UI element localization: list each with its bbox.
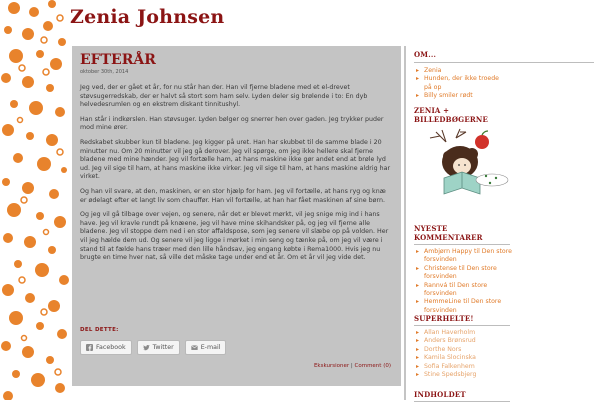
sidebar-heading-about: OM...	[414, 50, 437, 59]
sidebar-link-label: Zenia	[424, 67, 442, 74]
post-paragraph: Og jeg vil gå tilbage over vejen, og senere, når det er blevet mørkt, vil jeg snige mig ind i hans have. Jeg vil kravle rundt på knæene, jeg vil have mine skihandsker på, og jeg vil fjerne alle bladene. Jeg vil stoppe dem ned i en stor affaldspose, som jeg senere vil slæbe op på volden. Her vil jeg hælde dem ud. Og senere vil jeg ligge i mørket i min seng og tænke på, om jeg vil være i stand til at fælde hans træer med den lille håndsav, jeg engang købte i Rema1000. Hvis jeg nu brugte en time hver nat, så ville det måske tage under end et år. Om et år vil jeg vide det.	[80, 211, 389, 262]
comment-connector: til	[449, 281, 456, 289]
bullet-arrow-icon: ▸	[416, 337, 420, 345]
share-email-button[interactable]	[185, 340, 227, 355]
sidebar-section-comments	[414, 224, 594, 315]
sidebar-item-hunden[interactable]	[414, 75, 506, 92]
comment-connector: til	[458, 264, 465, 272]
bullet-arrow-icon: ▸	[416, 362, 420, 370]
bullet-arrow-icon: ▸	[416, 329, 420, 336]
post-paragraph: Han står i indkørslen. Han støvsuger. Lyden bølger og snerrer hen over gaden. Jeg trykker puder mod mine ører.	[80, 115, 384, 132]
sidebar-link-label: Sofia Falkenhem	[424, 362, 475, 370]
bullet-arrow-icon: ▸	[416, 371, 420, 379]
sidebar-section-superhelte	[414, 314, 594, 379]
sidebar-heading-books: ZENIA + BILLEDBØGERNE	[414, 106, 489, 124]
bullet-arrow-icon: ▸	[416, 345, 420, 353]
sidebar-item-superhelt[interactable]	[414, 346, 594, 354]
sidebar-item-superhelt[interactable]	[414, 354, 594, 362]
sidebar-separator	[414, 244, 510, 245]
sidebar-link-label: Dorthe Nors	[424, 345, 462, 353]
share-email-label: E-mail	[200, 344, 221, 351]
share-twitter-label: Twitter	[152, 344, 174, 351]
decorative-circles-border	[0, 0, 72, 400]
sidebar-link-label: Hunden, der ikke troede på op	[424, 75, 499, 91]
sidebar-separator	[414, 325, 510, 326]
sidebar-item-superhelt[interactable]	[414, 329, 594, 337]
post-date: oktober 30th, 2014	[80, 69, 129, 75]
post-comments-link[interactable]: Comment (0)	[354, 363, 391, 369]
sidebar-link-label: Billy smiler rødt	[424, 92, 473, 100]
comment-author-link[interactable]: Rannvá	[424, 281, 448, 289]
sidebar-link-label: Stine Spedsbjerg	[424, 371, 477, 379]
bullet-arrow-icon: ▸	[416, 298, 420, 306]
sidebar-item-billy[interactable]	[414, 92, 506, 100]
share-buttons	[80, 340, 226, 355]
comment-item	[414, 298, 512, 315]
sidebar-section-books	[414, 106, 594, 124]
sidebar-item-superhelt[interactable]	[414, 337, 594, 345]
comment-post-link[interactable]: Den store forsvinden	[424, 248, 512, 264]
comment-post-link[interactable]: Den store forsvinden	[424, 281, 488, 298]
sidebar-heading-indhold: INDHOLDET	[414, 390, 466, 399]
comment-author-link[interactable]: Christense	[424, 264, 457, 272]
bullet-arrow-icon: ▸	[416, 281, 420, 289]
twitter-icon	[143, 344, 150, 351]
bullet-arrow-icon: ▸	[416, 75, 420, 83]
sidebar-link-label: Allan Haverholm	[424, 329, 476, 336]
comment-post-link[interactable]: Den store forsvinden	[424, 264, 497, 281]
comment-connector: til	[463, 298, 470, 306]
sidebar-item-zenia[interactable]	[414, 67, 506, 75]
sidebar-link-label: Kamila Slocinska	[424, 354, 476, 362]
comment-author-link[interactable]: Ambjørn Happy	[424, 248, 472, 255]
post-category-link[interactable]: Ekskursioner	[313, 363, 350, 369]
bullet-arrow-icon: ▸	[416, 248, 420, 255]
post-paragraph: Og han vil svare, at den, maskinen, er en stor hjælp for ham. Jeg vil fortælle, at hans ryg og knæ er ødelagt efter et langt liv som chauffør. Han vil fortælle, at han har fået maskinen af sine børn.	[80, 187, 386, 204]
comment-connector: til	[473, 248, 480, 255]
share-facebook-label: Facebook	[96, 344, 126, 351]
comment-item	[414, 282, 512, 299]
share-facebook-button[interactable]	[80, 340, 132, 355]
email-icon	[191, 344, 198, 351]
girl-reading-book-illustration[interactable]	[426, 128, 516, 200]
post-footer-separator: |	[350, 363, 353, 369]
post-paragraph: Jeg ved, der er gået et år, for nu står han der. Han vil fjerne bladene med et el-drevet støvsugerredskab, der er halvt så stort som ham selv. Lyden deler sig brølende i to: En dyb helvedesrumlen og en ekstrem diskant tinnitushyl.	[80, 84, 368, 109]
sidebar-section-indhold	[414, 390, 594, 402]
comment-post-link[interactable]: Den store forsvinden	[424, 298, 502, 314]
sidebar-heading-comments: NYESTE KOMMENTARER	[414, 224, 483, 242]
post-footer	[314, 363, 391, 369]
share-label: DEL DETTE:	[80, 327, 119, 333]
bullet-arrow-icon: ▸	[416, 92, 420, 100]
post-article	[72, 46, 401, 386]
share-twitter-button[interactable]	[137, 340, 180, 355]
sidebar-heading-superhelte: SUPERHELTE!	[414, 314, 474, 323]
sidebar	[406, 46, 600, 400]
facebook-icon	[86, 344, 93, 351]
bullet-arrow-icon: ▸	[416, 354, 420, 362]
comment-author-link[interactable]: HemmeLine	[424, 298, 462, 306]
post-paragraph: Redskabet skubber kun til bladene. Jeg kigger på uret. Han har skubbet til de samme blade i 20 minutter nu. Om 20 minutter vil jeg gå derover. Jeg vil spørge, om jeg ikke hellere skal fjerne bladene med mine hænder. Jeg vil fortælle ham, at hans maskine ikke gør andet end at brøle lyd ud. Jeg vil sige til ham, at hans maskine ikke virker. Jeg vil sige til ham, at hans maskine aldrig har virket.	[80, 138, 391, 181]
comment-item	[414, 265, 512, 282]
bullet-arrow-icon: ▸	[416, 264, 420, 272]
sidebar-section-about	[414, 50, 594, 101]
comment-item	[414, 248, 512, 265]
sidebar-link-label: Anders Brønsrud	[424, 337, 476, 345]
sidebar-item-superhelt[interactable]	[414, 363, 594, 371]
post-title[interactable]: EFTERÅR	[80, 52, 156, 68]
site-title[interactable]: Zenia Johnsen	[70, 6, 225, 28]
sidebar-item-superhelt[interactable]	[414, 371, 594, 379]
post-body	[80, 84, 393, 263]
sidebar-separator	[414, 62, 594, 63]
bullet-arrow-icon: ▸	[416, 67, 420, 74]
